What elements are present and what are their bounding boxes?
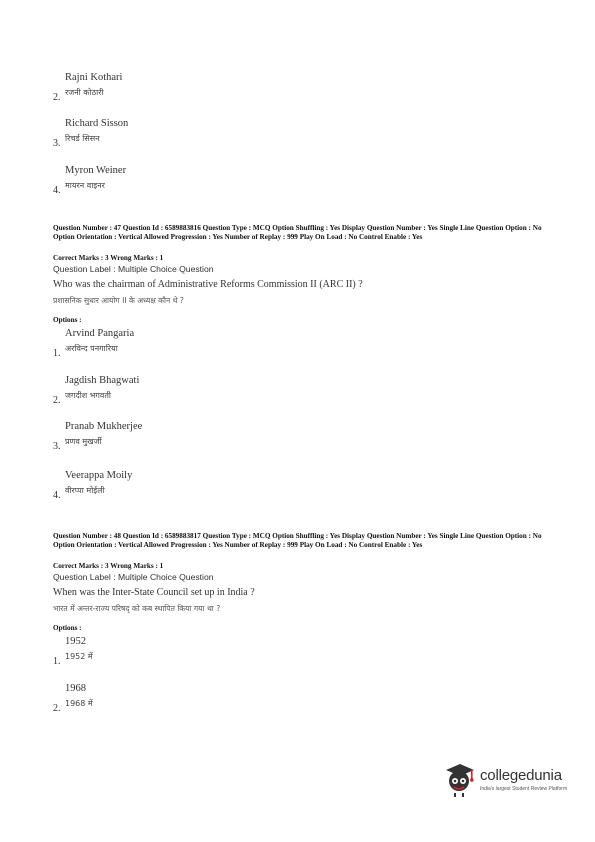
option-text-english: Rajni Kothari xyxy=(65,72,123,83)
option-text-english: 1952 xyxy=(65,636,86,647)
option-text-english: Veerappa Moily xyxy=(65,470,133,481)
option-number: 1. xyxy=(53,656,61,667)
option-text-hindi: वीरप्पा मोईली xyxy=(65,486,105,495)
option-number: 3. xyxy=(53,441,61,452)
option-text-hindi: 1952 में xyxy=(65,652,93,661)
option-text-hindi: रिचर्ड सिसन xyxy=(65,134,100,143)
logo-wordmark: collegedunia xyxy=(480,767,562,784)
question-text-hindi: भारत में अन्तर-राज्य परिषद् को कब स्थापित किया गया था ? xyxy=(53,604,221,613)
option-text-hindi: प्रणव मुखर्जी xyxy=(65,437,102,446)
option-item xyxy=(53,636,533,666)
option-number: 3. xyxy=(53,138,61,149)
option-text-hindi: 1968 में xyxy=(65,699,93,708)
option-text-english: Myron Weiner xyxy=(65,165,127,176)
option-item xyxy=(53,118,533,148)
option-text-hindi: अरविन्द पनगारिया xyxy=(65,344,118,353)
option-item xyxy=(53,375,533,405)
marks-info: Correct Marks : 3 Wrong Marks : 1 xyxy=(53,562,164,570)
graduate-mascot-icon xyxy=(440,760,478,798)
options-heading: Options : xyxy=(53,316,82,324)
option-item xyxy=(53,470,533,500)
option-item xyxy=(53,683,533,713)
question-metadata: Question Number : 47 Question Id : 6589883816 Question Type : MCQ Option Shuffling : Yes Display Question Number : Yes Single Line Question Option : No Option Orientation : Vertical Allowed Progression : Yes Number of Replay : 999 Play On Load : No Control Enable : Yes xyxy=(53,224,542,241)
option-number: 1. xyxy=(53,348,61,359)
option-item xyxy=(53,165,533,195)
option-number: 2. xyxy=(53,395,61,406)
option-text-english: Richard Sisson xyxy=(65,118,129,129)
logo-tagline: India's largest Student Review Platform xyxy=(480,786,568,792)
collegedunia-logo xyxy=(440,760,580,800)
option-item xyxy=(53,421,533,451)
option-text-hindi: रजनी कोठारी xyxy=(65,88,104,97)
question-text-hindi: प्रशासनिक सुधार आयोग II के अध्यक्ष कौन थे ? xyxy=(53,296,184,305)
options-heading: Options : xyxy=(53,624,82,632)
question-label: Question Label : Multiple Choice Question xyxy=(53,572,214,582)
option-text-english: Jagdish Bhagwati xyxy=(65,375,140,386)
option-text-hindi: मायरन वाइनर xyxy=(65,181,105,190)
question-text-english: Who was the chairman of Administrative Reforms Commission II (ARC II) ? xyxy=(53,279,363,290)
question-text-english: When was the Inter-State Council set up in India ? xyxy=(53,587,255,598)
option-number: 4. xyxy=(53,490,61,501)
option-text-english: 1968 xyxy=(65,683,86,694)
option-text-english: Pranab Mukherjee xyxy=(65,421,143,432)
option-text-english: Arvind Pangaria xyxy=(65,328,135,339)
question-label: Question Label : Multiple Choice Question xyxy=(53,264,214,274)
option-number: 4. xyxy=(53,185,61,196)
option-item xyxy=(53,328,533,358)
option-number: 2. xyxy=(53,703,61,714)
option-text-hindi: जगदीश भगवती xyxy=(65,391,111,400)
question-metadata: Question Number : 48 Question Id : 6589883817 Question Type : MCQ Option Shuffling : Yes Display Question Number : Yes Single Line Question Option : No Option Orientation : Vertical Allowed Progression : Yes Number of Replay : 999 Play On Load : No Control Enable : Yes xyxy=(53,532,542,549)
option-number: 2. xyxy=(53,92,61,103)
option-item xyxy=(53,72,533,102)
marks-info: Correct Marks : 3 Wrong Marks : 1 xyxy=(53,254,164,262)
